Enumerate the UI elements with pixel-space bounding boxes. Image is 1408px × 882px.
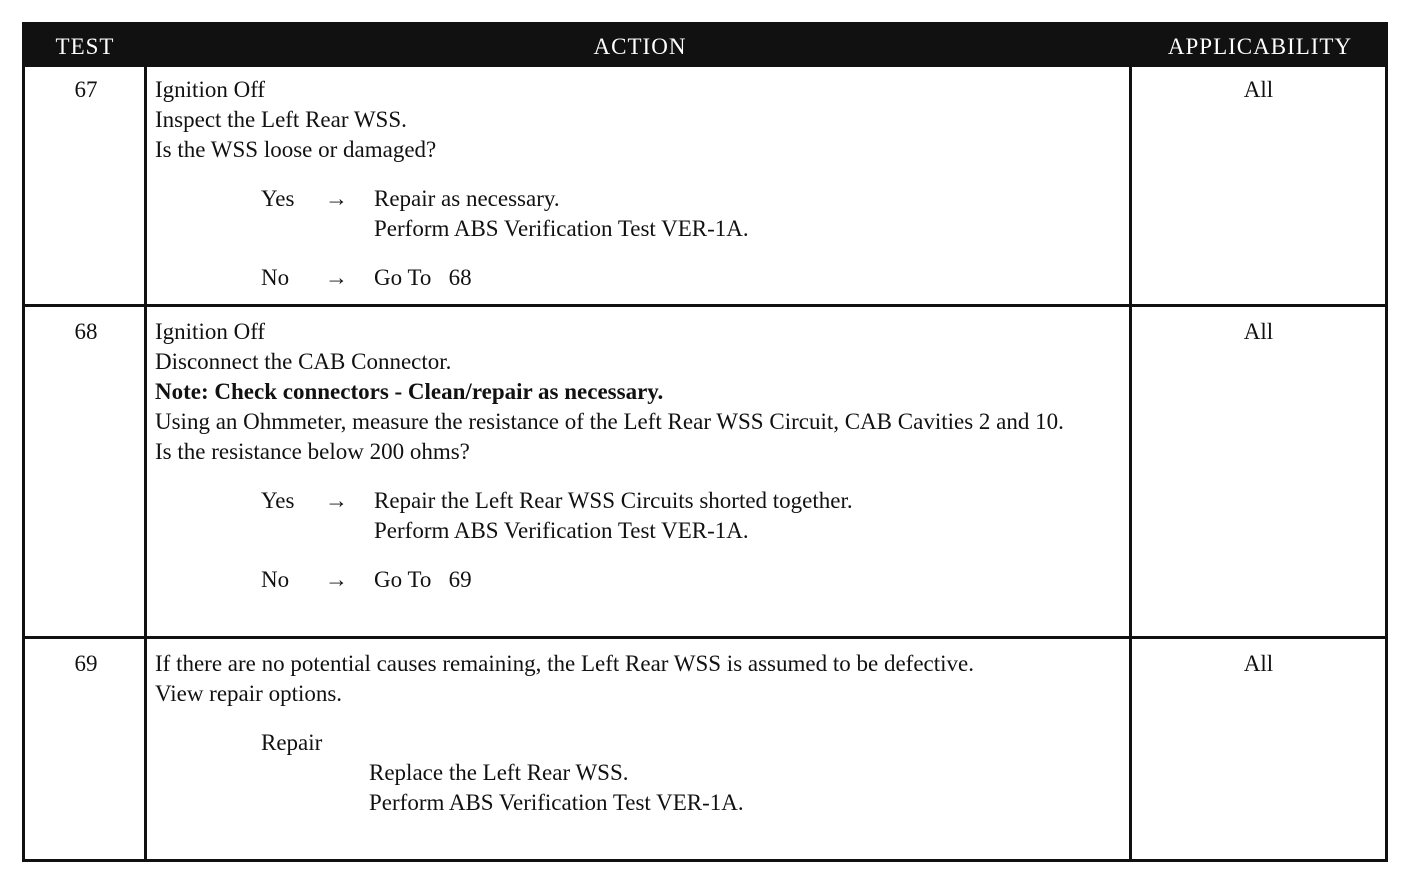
row-divider	[25, 636, 1385, 639]
test-number: 68	[74, 319, 98, 344]
action-line: Disconnect the CAB Connector.	[155, 349, 452, 374]
action-line: Ignition Off	[155, 77, 266, 102]
test-number: 69	[74, 651, 98, 676]
arrow-icon: →	[325, 186, 348, 211]
intro-text: If there are no potential causes remaining, the Left Rear WSS is assumed to be defective.	[155, 651, 974, 676]
yes-action: Repair as necessary.	[374, 186, 560, 211]
header-action: ACTION	[593, 34, 687, 59]
applicability-value: All	[1243, 319, 1274, 344]
column-divider	[144, 67, 147, 859]
column-divider	[1129, 67, 1132, 859]
yes-action: Perform ABS Verification Test VER-1A.	[374, 518, 749, 543]
question-text: Is the resistance below 200 ohms?	[155, 439, 470, 464]
action-line: Is the WSS loose or damaged?	[155, 137, 437, 162]
yes-action: Perform ABS Verification Test VER-1A.	[374, 216, 749, 241]
action-cell	[155, 317, 1123, 595]
arrow-icon: →	[325, 488, 348, 513]
note-text: Note: Check connectors - Clean/repair as necessary.	[155, 379, 664, 404]
action-cell	[155, 649, 1123, 818]
action-cell	[155, 75, 1123, 293]
no-action: Go To 68	[374, 265, 472, 290]
test-number: 67	[74, 77, 98, 102]
measure-text: Using an Ohmmeter, measure the resistance of the Left Rear WSS Circuit, CAB Cavities 2 and 10.	[155, 409, 1064, 434]
header-test: TEST	[55, 34, 115, 59]
no-label: No	[261, 265, 290, 290]
header-applicability: APPLICABILITY	[1167, 34, 1353, 59]
yes-label: Yes	[261, 186, 295, 211]
view-text: View repair options.	[155, 681, 343, 706]
no-response	[155, 565, 1123, 595]
yes-response	[155, 486, 1123, 516]
repair-action: Perform ABS Verification Test VER-1A.	[369, 790, 744, 815]
yes-action: Repair the Left Rear WSS Circuits shorted together.	[374, 488, 853, 513]
table-header	[25, 25, 1385, 67]
applicability-value: All	[1243, 651, 1274, 676]
row-divider	[25, 304, 1385, 307]
yes-label: Yes	[261, 488, 295, 513]
arrow-icon: →	[325, 567, 348, 592]
action-line: Ignition Off	[155, 319, 266, 344]
no-response	[155, 263, 1123, 293]
no-label: No	[261, 567, 290, 592]
repair-action: Replace the Left Rear WSS.	[369, 760, 629, 785]
diagnostic-table	[22, 22, 1388, 862]
action-line: Inspect the Left Rear WSS.	[155, 107, 407, 132]
no-action: Go To 69	[374, 567, 472, 592]
repair-label: Repair	[261, 730, 323, 755]
yes-response	[155, 184, 1123, 214]
arrow-icon: →	[325, 265, 348, 290]
applicability-value: All	[1243, 77, 1274, 102]
